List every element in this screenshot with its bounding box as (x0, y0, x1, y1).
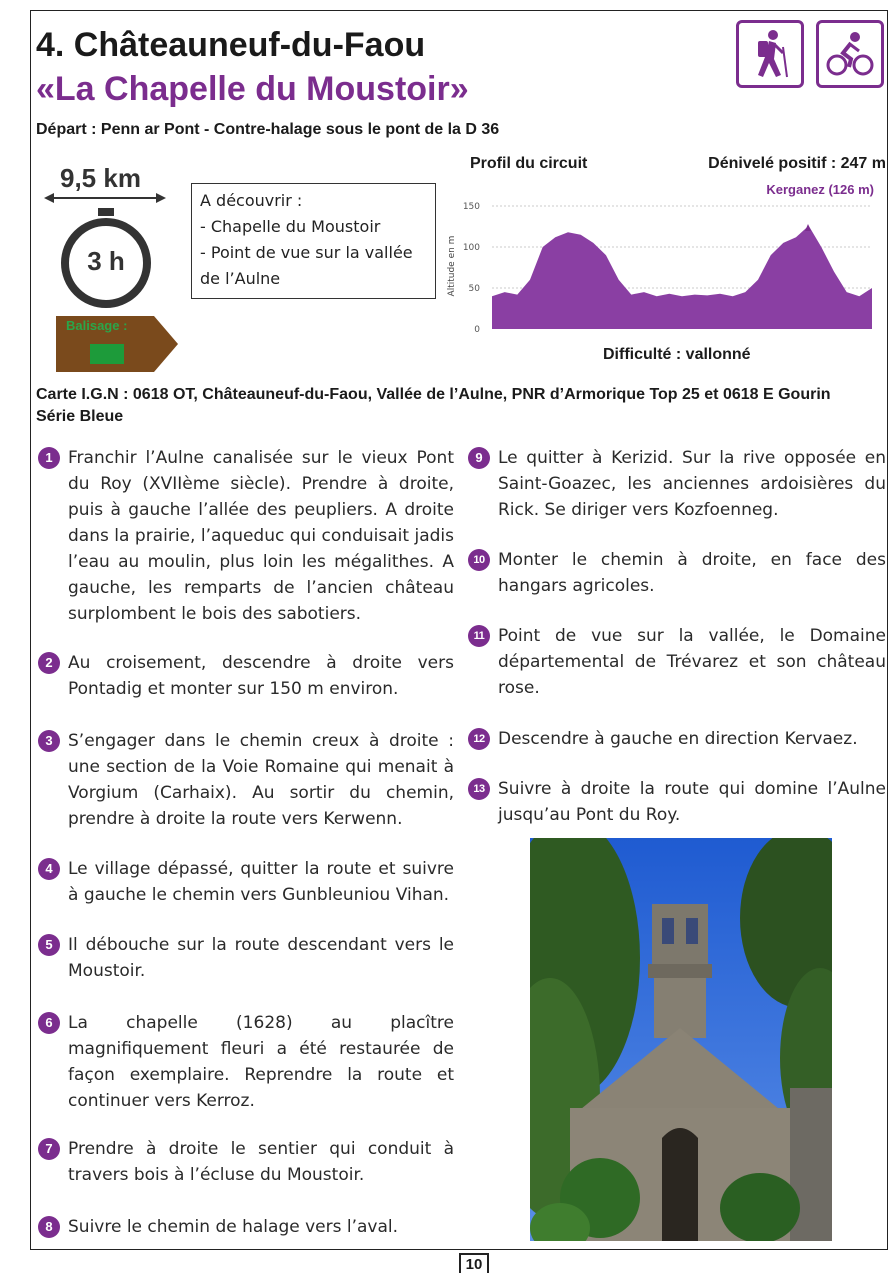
elevation-profile-chart (440, 196, 880, 342)
step-2 (38, 650, 454, 702)
step-number: 9 (468, 447, 490, 469)
summit-label: Kerganez (126 m) (766, 182, 874, 197)
step-number: 5 (38, 934, 60, 956)
step-number: 3 (38, 730, 60, 752)
step-6 (38, 1010, 454, 1114)
step-number: 1 (38, 447, 60, 469)
hiker-icon (736, 20, 804, 88)
step-number: 10 (468, 549, 490, 571)
step-text: La chapelle (1628) au placître magnifiquement fleuri a été restaurée de façon exemplaire. Reprendre la route et continuer vers Kerroz. (68, 1013, 454, 1111)
step-13 (468, 776, 886, 828)
discover-item: - Point de vue sur la vallée de l’Aulne (200, 243, 413, 288)
page-number: 10 (459, 1253, 489, 1273)
step-number: 4 (38, 858, 60, 880)
step-11 (468, 623, 886, 701)
page-subtitle: «La Chapelle du Moustoir» (36, 70, 469, 108)
y-tick-label: 0 (474, 325, 480, 335)
ign-map-reference: Carte I.G.N : 0618 OT, Châteauneuf-du-Faou, Vallée de l’Aulne, PNR d’Armorique Top 25 et 0618 E Gourin Série Bleue (36, 386, 831, 425)
discover-heading: A découvrir : (200, 191, 303, 210)
step-9 (468, 445, 886, 523)
duration-value: 3 h (87, 246, 125, 276)
cyclist-icon (816, 20, 884, 88)
step-3 (38, 728, 454, 832)
step-text: Il débouche sur la route descendant vers le Moustoir. (68, 935, 454, 981)
step-10 (468, 547, 886, 599)
step-text: Franchir l’Aulne canalisée sur le vieux Pont du Roy (XVIIème siècle). Prendre à droite, puis à gauche l’allée des peupliers. A droite dans la prairie, l’aqueduc qui conduisait jadis l’eau au moulin, plus loin les mégalithes. A gauche, les remparts de l’ancien château surplombent le bois des sabotiers. (68, 448, 454, 624)
summit-marker-icon (805, 224, 811, 231)
step-number: 8 (38, 1216, 60, 1238)
step-text: Le village dépassé, quitter la route et suivre à gauche le chemin vers Gunbleuniou Vihan. (68, 859, 454, 905)
profile-title: Profil du circuit (470, 155, 588, 172)
page-title: 4. Châteauneuf-du-Faou (36, 26, 426, 64)
discover-box (191, 183, 436, 299)
step-7 (38, 1136, 454, 1188)
step-text: Point de vue sur la vallée, le Domaine départemental de Trévarez et son château rose. (498, 626, 886, 698)
step-text: Monter le chemin à droite, en face des hangars agricoles. (498, 550, 886, 596)
step-4 (38, 856, 454, 908)
balisage-label: Balisage : (66, 318, 128, 333)
step-text: Suivre le chemin de halage vers l’aval. (68, 1217, 399, 1237)
distance-value: 9,5 km (60, 163, 141, 193)
step-text: Descendre à gauche en direction Kervaez. (498, 729, 858, 749)
step-number: 13 (468, 778, 490, 800)
difficulty-label: Difficulté : vallonné (603, 346, 751, 363)
step-number: 12 (468, 728, 490, 750)
elevation-gain: Dénivelé positif : 247 m (708, 155, 886, 172)
step-text: Le quitter à Kerizid. Sur la rive opposée en Saint-Goazec, les anciennes ardoisières du Rick. Se diriger vers Kozfoenneg. (498, 448, 886, 520)
y-tick-label: 100 (462, 243, 480, 253)
step-number: 7 (38, 1138, 60, 1160)
departure-info: Départ : Penn ar Pont - Contre-halage sous le pont de la D 36 (36, 121, 500, 138)
step-8 (38, 1214, 454, 1240)
step-text: Suivre à droite la route qui domine l’Aulne jusqu’au Pont du Roy. (498, 779, 886, 825)
y-tick-label: 50 (468, 284, 480, 294)
elevation-area (492, 226, 872, 329)
step-text: S’engager dans le chemin creux à droite : une section de la Voie Romaine qui menait à Vorgium (Carhaix). Au sortir du chemin, prendre à droite la route vers Kerwenn. (68, 731, 454, 829)
step-5 (38, 932, 454, 984)
step-text: Prendre à droite le sentier qui conduit à travers bois à l’écluse du Moustoir. (68, 1139, 454, 1185)
y-tick-label: 150 (462, 202, 480, 212)
step-number: 11 (468, 625, 490, 647)
discover-item: - Chapelle du Moustoir (200, 217, 381, 236)
step-number: 6 (38, 1012, 60, 1034)
step-text: Au croisement, descendre à droite vers Pontadig et monter sur 150 m environ. (68, 653, 454, 699)
step-1 (38, 445, 454, 627)
step-12 (468, 726, 886, 752)
step-number: 2 (38, 652, 60, 674)
chapel-photo (530, 838, 832, 1241)
y-axis-label: Altitude en m (447, 235, 457, 297)
